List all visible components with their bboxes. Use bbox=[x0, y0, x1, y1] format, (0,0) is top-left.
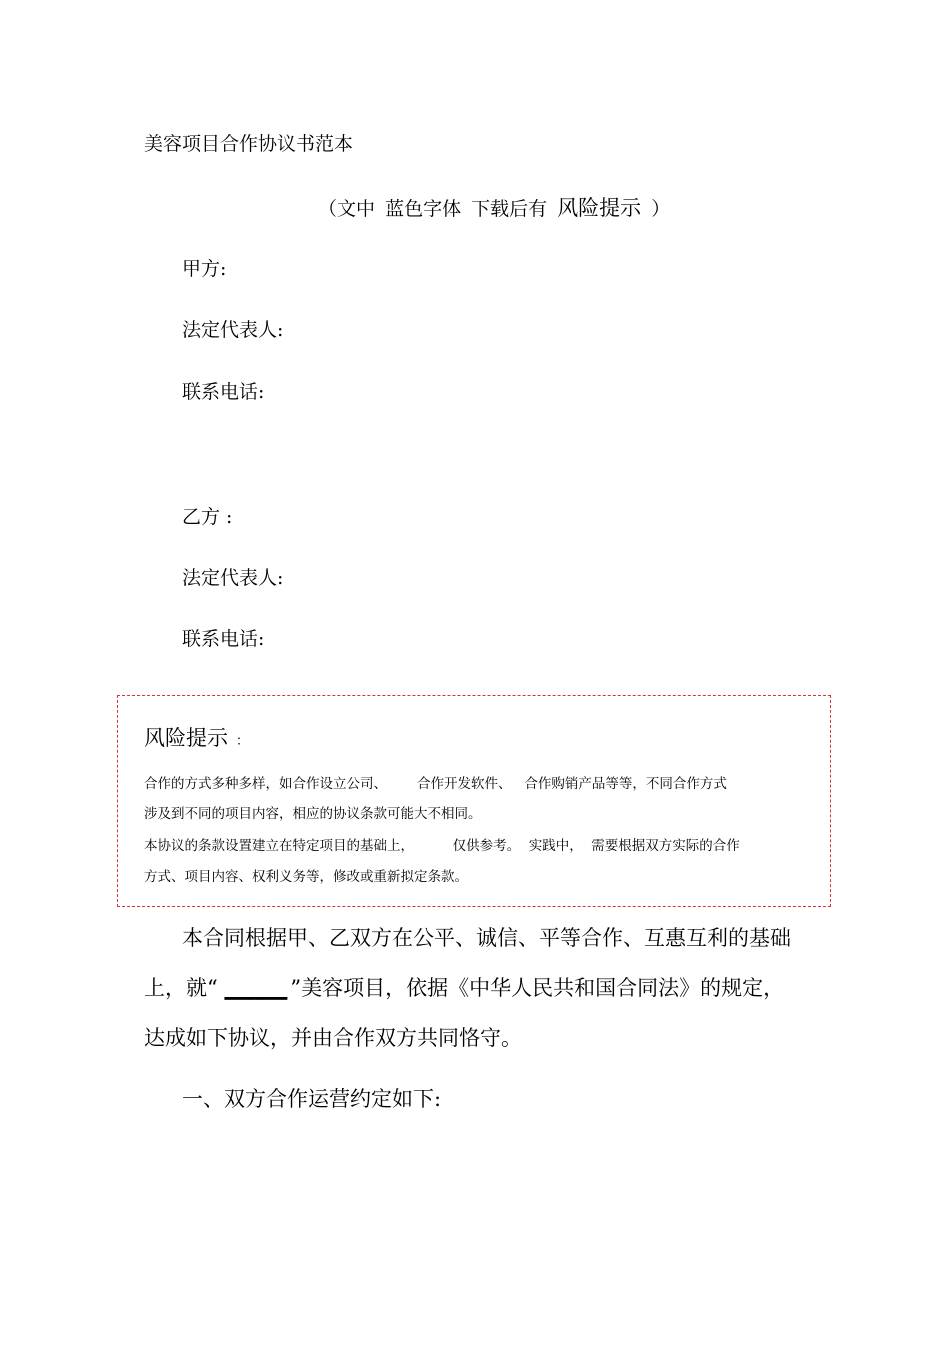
subtitle-blue-font: 蓝色字体 bbox=[385, 198, 462, 220]
party-a-label: 甲方: bbox=[182, 258, 227, 280]
risk-notice-title bbox=[144, 722, 249, 752]
document-subtitle bbox=[318, 192, 670, 222]
risk-notice-line-3: 本协议的条款设置建立在特定项目的基础上， 仅供参考。 实践中， 需要根据双方实际的合作 bbox=[144, 838, 740, 854]
subtitle-after-download: 下载后有 bbox=[471, 198, 548, 220]
party-b-label: 乙方 : bbox=[182, 506, 233, 528]
body-paragraph-line-3: 达成如下协议，并由合作双方共同恪守。 bbox=[144, 1026, 522, 1050]
party-a-representative-label: 法定代表人: bbox=[182, 319, 284, 341]
subtitle-close: ） bbox=[651, 198, 671, 220]
risk-notice-line-1: 合作的方式多种多样，如合作设立公司、 合作开发软件、 合作购销产品等等，不同合作方式 bbox=[144, 776, 727, 792]
body-line-2-suffix: ”美容项目，依据《中华人民共和国合同法》的规定， bbox=[290, 976, 785, 1000]
subtitle-risk-tip: 风险提示 bbox=[557, 196, 642, 220]
risk-notice-line-2: 涉及到不同的项目内容，相应的协议条款可能大不相同。 bbox=[144, 806, 482, 822]
party-b-representative-label: 法定代表人: bbox=[182, 567, 284, 589]
risk-notice-line-4: 方式、项目内容、权利义务等，修改或重新拟定条款。 bbox=[144, 869, 468, 885]
body-paragraph-line-2 bbox=[144, 972, 784, 1002]
body-line-2-prefix: 上，就“ bbox=[144, 976, 225, 1000]
section-1-heading: 一、双方合作运营约定如下: bbox=[182, 1087, 442, 1111]
risk-notice-colon: ： bbox=[236, 734, 250, 749]
project-name-blank: ______ bbox=[224, 976, 288, 1000]
party-b-phone-label: 联系电话: bbox=[182, 628, 265, 650]
subtitle-open: （文中 bbox=[318, 198, 376, 220]
risk-notice-title-text: 风险提示 bbox=[144, 726, 228, 750]
party-a-phone-label: 联系电话: bbox=[182, 381, 265, 403]
document-title: 美容项目合作协议书范本 bbox=[144, 133, 354, 155]
risk-notice-box bbox=[117, 695, 831, 907]
body-paragraph-line-1: 本合同根据甲、乙双方在公平、诚信、平等合作、互惠互利的基础 bbox=[182, 926, 791, 950]
